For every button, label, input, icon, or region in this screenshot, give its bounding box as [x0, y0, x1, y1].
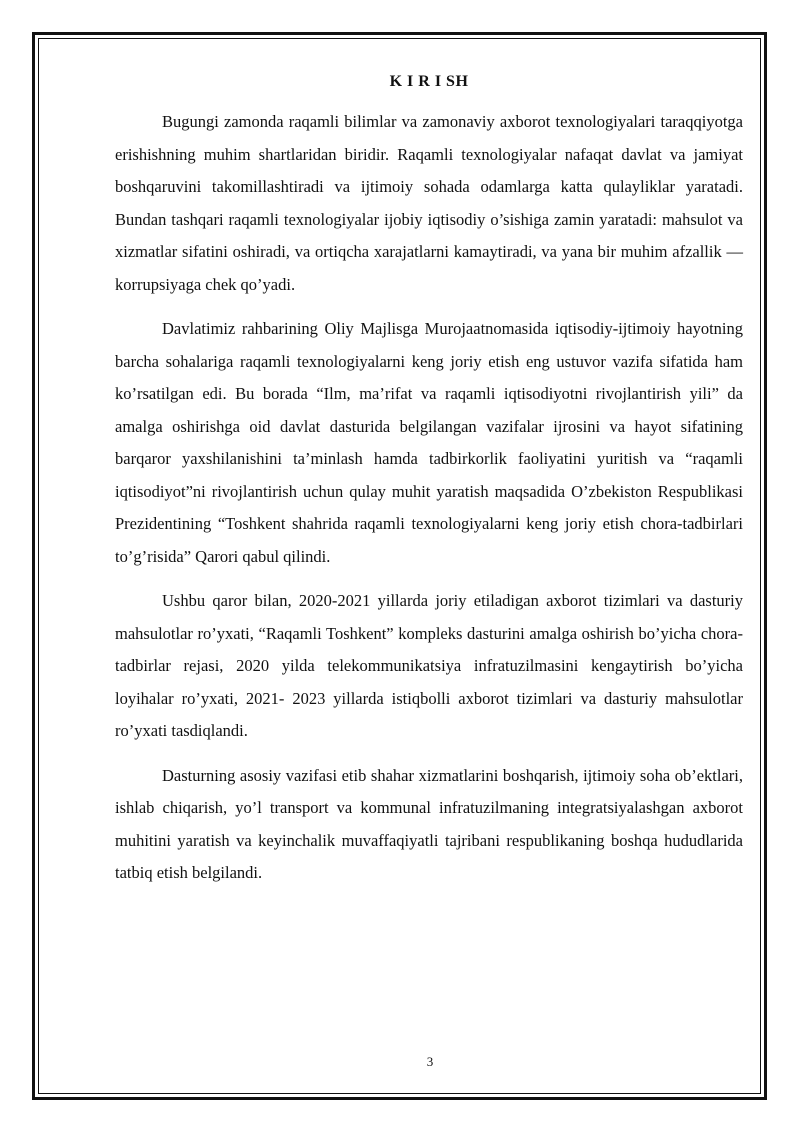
page-number: 3 — [426, 1054, 434, 1069]
section-title: K I R I SH — [389, 73, 469, 90]
paragraph-3: Ushbu qaror bilan, 2020-2021 yillarda joriy etiladigan axborot tizimlari va dasturiy mahsulotlar ro’yxati, “Raqamli Toshkent” kompleks dasturini amalga oshirish bo’yicha chora-tadbirlar rejasi, 2020 yilda telekommunikatsiya infratuzilmasini kengaytirish bo’yicha loyihalar ro’yxati, 2021- 2023 yillarda istiqbolli axborot tizimlari va dasturiy mahsulotlar ro’yxati tasdiqlandi. — [115, 591, 743, 740]
paragraph-2: Davlatimiz rahbarining Oliy Majlisga Murojaatnomasida iqtisodiy-ijtimoiy hayotning barcha sohalariga raqamli texnologiyalarni keng joriy etish eng ustuvor vazifa sifatida ham ko’rsatilgan edi. Bu borada “Ilm, ma’rifat va raqamli iqtisodiyotni rivojlantirish yili” da amalga oshirishga oid davlat dasturida belgilangan vazifalar ijrosini va hayot sifatining barqaror yaxshilanishini ta’minlash hamda tadbirkorlik faoliyatini yuritish va “raqamli iqtisodiyot”ni rivojlantirish uchun qulay muhit yaratish maqsadida O’zbekiston Respublikasi Prezidentining “Toshkent shahrida raqamli texnologiyalarni keng joriy etish chora-tadbirlari to’g’risida” Qarori qabul qilindi. — [115, 319, 743, 566]
document-body — [115, 72, 743, 902]
paragraph-4: Dasturning asosiy vazifasi etib shahar xizmatlarini boshqarish, ijtimoiy soha ob’ektlari, ishlab chiqarish, yo’l transport va kommunal infratuzilmaning integratsiyalashgan axborot muhitini yaratish va keyinchalik muvaffaqiyatli tajribani respublikaning boshqa hududlarida tatbiq etish belgilandi. — [115, 765, 743, 882]
paragraph-1: Bugungi zamonda raqamli bilimlar va zamonaviy axborot texnologiyalari taraqqiyotga erishishning muhim shartlaridan biridir. Raqamli texnologiyalar nafaqat davlat va jamiyat boshqaruvini takomillashtiradi va ijtimoiy sohada odamlarga katta qulayliklar yaratadi. Bundan tashqari raqamli texnologiyalar ijobiy iqtisodiy o’sishiga zamin yaratadi: mahsulot va xizmatlar sifatini oshiradi, va ortiqcha xarajatlarni kamaytiradi, va yana bir muhim afzallik — korrupsiyaga chek qo’yadi. — [115, 112, 743, 294]
